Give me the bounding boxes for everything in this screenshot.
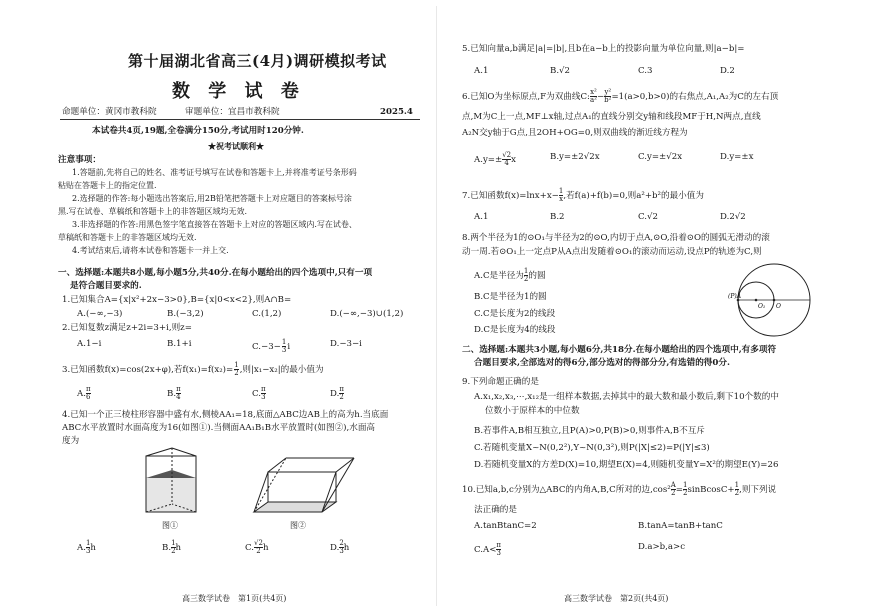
note-line: 1.答题前,先将自己的姓名、准考证号填写在试卷和答题卡上,并将准考证号条形码 (72, 168, 357, 177)
q9-option-b[interactable]: B.若事件A,B相互独立,且P(A)>0,P(B)>0,则事件A,B不互斥 (474, 426, 705, 436)
q6-option-b[interactable]: B.y=±2√2x (550, 152, 600, 162)
q7-option-b[interactable]: B.2 (550, 212, 565, 222)
q6-option-c[interactable]: C.y=±√2x (638, 152, 683, 162)
q5-option-c[interactable]: C.3 (638, 66, 653, 76)
q6-line-1: 6.已知O为坐标原点,F为双曲线C: $\frac{\text{x²}}{\text{a²}}$ − $\frac{\text{y²}}{\text{b²}}$ =1(a>0,b>0)的右焦点,A₁,A₂为C的左右顶 (462, 88, 779, 104)
exam-info: 本试卷共4页,19题,全卷满分150分,考试用时120分钟. (92, 126, 304, 136)
subject-title: 数 学 试 卷 (172, 81, 305, 102)
figure-2-prism-sideways (246, 452, 358, 522)
q4-option-c[interactable]: C. $\frac{√2}{2}$ h (245, 539, 269, 555)
page-footer-right: 高三数学试卷 第2页(共4页) (564, 594, 669, 603)
q1-option-a[interactable]: A.(−∞,−3) (77, 309, 123, 319)
svg-text:O: O (776, 303, 781, 310)
q4-line-3: 度为 (62, 436, 80, 446)
q3-option-c[interactable]: C. $\frac{\pi}{3}$ (252, 385, 266, 401)
note-line: 2.选择题的作答:每小题选出答案后,用2B铅笔把答题卡上对应题目的答案标号涂 (72, 194, 352, 203)
section2-heading: 二、选择题:本题共3小题,每小题6分,共18分.在每小题给出的四个选项中,有多项符 (462, 345, 777, 355)
exam-date: 2025.4 (380, 107, 413, 117)
figure-2-caption: 图② (290, 521, 306, 530)
q10-line-1: 10.已知a,b,c分别为△ABC的内角A,B,C所对的边,cos² $\frac{A}{2}$ = $\frac{1}{2}$ sinBcosC+ $\frac{1}{2}$ ,则下列说 (462, 481, 777, 497)
section1-heading-2: 是符合题目要求的. (70, 281, 142, 291)
q10-option-d[interactable]: D.a>b,a>c (638, 542, 686, 552)
q6-line-3: A₂N交y轴于G点,且2OH+OG=0,则双曲线的渐近线方程为 (462, 128, 688, 138)
q9-option-a[interactable]: A.x₁,x₂,x₃,⋯,x₁₂是一组样本数据,去掉其中的最大数和最小数后,剩下10个数的中 (474, 392, 779, 402)
q2-option-a[interactable]: A.1−i (77, 339, 102, 349)
q10-option-c[interactable]: C.A< $\frac{\pi}{3}$ (474, 541, 502, 557)
q4-line-2: ABC水平放置时水面高度为16(如图①).当侧面AA₁B₁B水平放置时(如图②),水面高 (62, 423, 376, 433)
q8-line-1: 8.两个半径为1的⊙O₁与半径为2的⊙O,内切于点A,⊙O,沿着⊙O的圆弧无滑动的滚 (462, 233, 770, 243)
svg-text:(P)A: (P)A (728, 293, 742, 300)
q9-option-d[interactable]: D.若随机变量X的方差D(X)=10,期望E(X)=4,则随机变量Y=X²的期望E(Y)=26 (474, 460, 779, 470)
q8-option-b[interactable]: B.C是半径为1的圆 (474, 292, 547, 302)
q9-option-a-line-2: 位数小于原样本的中位数 (485, 406, 580, 416)
q2-option-b[interactable]: B.1+i (167, 339, 192, 349)
q3-option-b[interactable]: B. $\frac{\pi}{4}$ (167, 385, 181, 401)
note-line: 黑.写在试卷、草稿纸和答题卡上的非答题区域均无效. (58, 207, 248, 216)
svg-text:O₁: O₁ (758, 303, 766, 310)
page-2 (440, 0, 870, 615)
q8-option-d[interactable]: D.C是长度为4的线段 (474, 325, 556, 335)
note-line: 4.考试结束后,请将本试卷和答题卡一并上交. (72, 246, 229, 255)
note-line: 3.非选择题的作答:用黑色签字笔直接答在答题卡上对应的答题区域内.写在试卷、 (72, 220, 357, 229)
q10-option-a[interactable]: A.tanBtanC=2 (474, 521, 537, 531)
circle-figure (728, 258, 816, 342)
figure-1-prism-upright (138, 444, 208, 524)
q4-option-b[interactable]: B. $\frac{1}{2}$ h (162, 539, 182, 555)
note-line: 草稿纸和答题卡上的非答题区域均无效. (58, 233, 197, 242)
q10-line-2: 法正确的是 (474, 505, 517, 515)
q7-option-c[interactable]: C.√2 (638, 212, 658, 222)
q8-option-a[interactable]: A.C是半径为 $\frac{1}{2}$ 的圆 (474, 267, 546, 283)
q4-option-d[interactable]: D. $\frac{2}{3}$ h (330, 539, 350, 555)
q10-option-b[interactable]: B.tanA=tanB+tanC (638, 521, 723, 531)
q2-option-c[interactable]: C.−3− $\frac{1}{3}$ i (252, 338, 291, 354)
page-footer-left: 高三数学试卷 第1页(共4页) (182, 594, 287, 603)
q6-option-a[interactable]: A.y=± $\frac{√2}{4}$ x (474, 151, 516, 167)
note-line: 粘贴在答题卡上的指定位置. (58, 181, 157, 190)
q6-line-2: 点,M为C上一点,MF⊥x轴,过点A₁的直线分别交y轴和线段MF于H,N两点,直线 (462, 112, 761, 122)
q8-option-c[interactable]: C.C是长度为2的线段 (474, 309, 556, 319)
q5-option-d[interactable]: D.2 (720, 66, 735, 76)
q9-option-c[interactable]: C.若随机变量X~N(0,2²),Y~N(0,3²),则P(|X|≤2)=P(|Y|≤3) (474, 443, 710, 453)
column-divider (436, 6, 437, 606)
q4-line-1: 4.已知一个正三棱柱形容器中盛有水,侧棱AA₁=18,底面△ABC边AB上的高为h.当底面 (62, 410, 389, 420)
q1-option-d[interactable]: D.(−∞,−3)∪(1,2) (330, 309, 404, 319)
q2-option-d[interactable]: D.−3−i (330, 339, 362, 349)
section1-heading: 一、选择题:本题共8小题,每小题5分,共40分.在每小题给出的四个选项中,只有一项 (58, 268, 373, 278)
header-rule (60, 119, 420, 120)
exam-title: 第十届湖北省高三(4月)调研模拟考试 (128, 52, 387, 70)
q5-option-b[interactable]: B.√2 (550, 66, 570, 76)
q5-option-a[interactable]: A.1 (474, 66, 489, 76)
q3-stem: 3.已知函数f(x)=cos(2x+φ),若f(x₁)=f(x₂)= $\frac{1}{2}$ ,则|x₁−x₂|的最小值为 (62, 361, 324, 377)
q7-option-a[interactable]: A.1 (474, 212, 489, 222)
wish-text: ★祝考试顺利★ (208, 141, 264, 151)
q3-option-d[interactable]: D. $\frac{\pi}{2}$ (330, 385, 344, 401)
reviewer: 审题单位：宜昌市教科院 (185, 107, 280, 117)
notes-heading: 注意事项： (58, 155, 101, 165)
q8-line-2: 动一周.若⊙O₁上一定点P从A点出发随着⊙O₁的滚动而运动,设点P的轨迹为C,则 (462, 247, 762, 257)
proposer: 命题单位：黄冈市教科院 (62, 107, 157, 117)
q4-option-a[interactable]: A. $\frac{1}{3}$ h (77, 539, 96, 555)
q6-option-d[interactable]: D.y=±x (720, 152, 754, 162)
q1-option-b[interactable]: B.(−3,2) (167, 309, 204, 319)
q2-stem: 2.已知复数z满足z+2i=3+i,则z= (62, 323, 192, 333)
q7-stem: 7.已知函数f(x)=lnx+x− $\frac{1}{x}$ ,若f(a)+f(b)=0,则a²+b²的最小值为 (462, 187, 704, 203)
q1-option-c[interactable]: C.(1,2) (252, 309, 282, 319)
section2-heading-2: 合题目要求,全部选对的得6分,部分选对的得部分分,有选错的得0分. (474, 358, 730, 368)
q3-option-a[interactable]: A. $\frac{\pi}{6}$ (77, 385, 91, 401)
figure-1-caption: 图① (162, 521, 178, 530)
q5-stem: 5.已知向量a,b满足|a|=|b|,且b在a−b上的投影向量为单位向量,则|a−b|= (462, 44, 745, 54)
q7-option-d[interactable]: D.2√2 (720, 212, 746, 222)
q9-stem: 9.下列命题正确的是 (462, 377, 539, 387)
q1-stem: 1.已知集合A={x|x²+2x−3>0},B={x|0<x<2},则A∩B= (62, 295, 292, 305)
